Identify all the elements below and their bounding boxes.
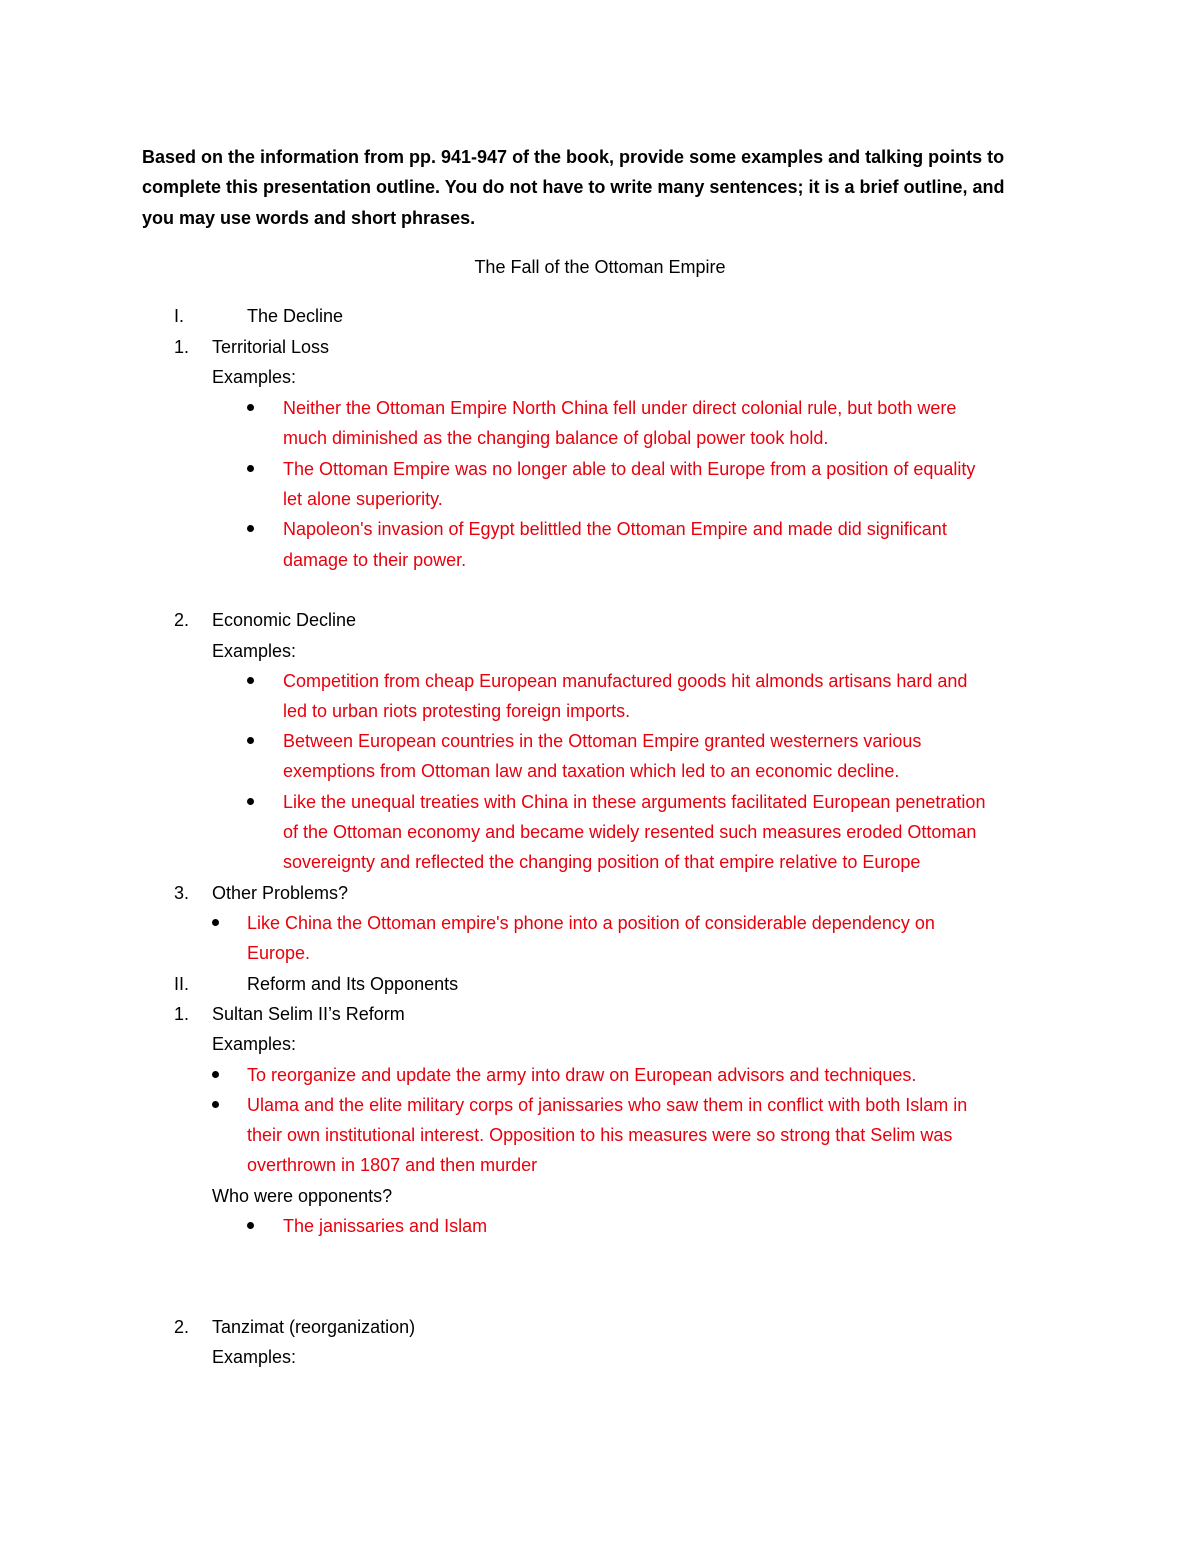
item-number: 2. bbox=[174, 610, 190, 630]
item-heading: Territorial Loss bbox=[212, 337, 330, 357]
opponent-text: The janissaries and Islam bbox=[283, 1216, 488, 1236]
example-text: exemptions from Ottoman law and taxation which led to an economic decline. bbox=[283, 761, 900, 781]
examples-label: Examples: bbox=[212, 1347, 297, 1367]
document-title: The Fall of the Ottoman Empire bbox=[474, 257, 726, 277]
examples-label: Examples: bbox=[212, 1034, 297, 1054]
opponents-label: Who were opponents? bbox=[212, 1186, 393, 1206]
bullet-icon bbox=[212, 919, 219, 926]
example-text: The Ottoman Empire was no longer able to deal with Europe from a position of equality bbox=[283, 459, 976, 479]
example-text: of the Ottoman economy and became widely resented such measures eroded Ottoman bbox=[283, 822, 977, 842]
item-number: 2. bbox=[174, 1317, 190, 1337]
example-text: Napoleon's invasion of Egypt belittled the Ottoman Empire and made did significant bbox=[283, 519, 947, 539]
intro-line-3: you may use words and short phrases. bbox=[142, 208, 476, 228]
bullet-icon bbox=[247, 404, 254, 411]
example-text: Competition from cheap European manufactured goods hit almonds artisans hard and bbox=[283, 671, 968, 691]
bullet-icon bbox=[212, 1071, 219, 1078]
bullet-icon bbox=[247, 677, 254, 684]
item-number: 1. bbox=[174, 1004, 190, 1024]
example-text: their own institutional interest. Opposition to his measures were so strong that Selim was bbox=[247, 1125, 953, 1145]
example-text: Between European countries in the Ottoman Empire granted westerners various bbox=[283, 731, 922, 751]
examples-label: Examples: bbox=[212, 641, 297, 661]
example-text: overthrown in 1807 and then murder bbox=[247, 1155, 538, 1175]
example-text: damage to their power. bbox=[283, 550, 467, 570]
bullet-icon bbox=[247, 465, 254, 472]
item-number: 1. bbox=[174, 337, 190, 357]
bullet-icon bbox=[247, 1222, 254, 1229]
item-heading: Economic Decline bbox=[212, 610, 357, 630]
bullet-icon bbox=[247, 798, 254, 805]
section-numeral: I. bbox=[174, 306, 185, 326]
bullet-icon bbox=[212, 1101, 219, 1108]
item-number: 3. bbox=[174, 883, 190, 903]
example-text: Like the unequal treaties with China in these arguments facilitated European penetration bbox=[283, 792, 986, 812]
example-text: Neither the Ottoman Empire North China fell under direct colonial rule, but both were bbox=[283, 398, 957, 418]
section-heading: Reform and Its Opponents bbox=[247, 974, 459, 994]
bullet-icon bbox=[247, 737, 254, 744]
example-text: sovereignty and reflected the changing position of that empire relative to Europe bbox=[283, 852, 921, 872]
example-text: much diminished as the changing balance of global power took hold. bbox=[283, 428, 829, 448]
section-heading: The Decline bbox=[247, 306, 344, 326]
example-text: led to urban riots protesting foreign imports. bbox=[283, 701, 631, 721]
example-text: To reorganize and update the army into draw on European advisors and techniques. bbox=[247, 1065, 917, 1085]
item-heading: Tanzimat (reorganization) bbox=[212, 1317, 416, 1337]
item-heading: Sultan Selim II’s Reform bbox=[212, 1004, 405, 1024]
example-text: Ulama and the elite military corps of janissaries who saw them in conflict with both Islam in bbox=[247, 1095, 968, 1115]
example-text: Like China the Ottoman empire's phone into a position of considerable dependency on bbox=[247, 913, 935, 933]
section-numeral: II. bbox=[174, 974, 190, 994]
example-text: let alone superiority. bbox=[283, 489, 443, 509]
bullet-icon bbox=[247, 525, 254, 532]
intro-line-2: complete this presentation outline. You do not have to write many sentences; it is a brief outline, and bbox=[142, 177, 1005, 197]
examples-label: Examples: bbox=[212, 367, 297, 387]
example-text: Europe. bbox=[247, 943, 311, 963]
intro-line-1: Based on the information from pp. 941-947 of the book, provide some examples and talking points to bbox=[142, 147, 1005, 167]
item-heading: Other Problems? bbox=[212, 883, 349, 903]
